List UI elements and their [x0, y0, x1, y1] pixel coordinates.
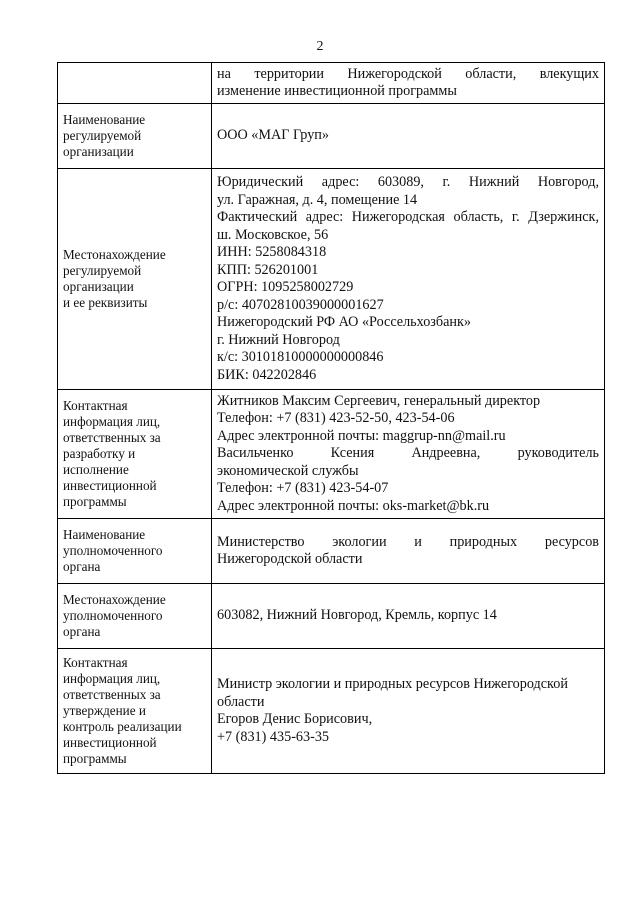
label-line: организации: [63, 279, 134, 294]
value-line: Нижегородской области: [217, 551, 363, 567]
table-row: [58, 519, 605, 584]
table-row: [58, 584, 605, 649]
label-line: информация лиц,: [63, 414, 161, 429]
value-line: Телефон: +7 (831) 423-54-07: [217, 480, 389, 497]
value-line: ул. Гаражная, д. 4, помещение 14: [217, 191, 418, 208]
row-label-cell: [58, 519, 212, 584]
row-value-cell: [212, 584, 605, 649]
row-value-cell: [212, 63, 605, 104]
value-line: экономической службы: [217, 462, 359, 479]
value-line: Адрес электронной почты: oks-market@bk.ru: [217, 497, 490, 514]
row-value-cell: [212, 390, 605, 519]
row-value-cell: [212, 104, 605, 169]
value-line: БИК: 042202846: [217, 366, 317, 383]
label-line: органа: [63, 559, 101, 574]
label-line: контроль реализации: [63, 719, 182, 734]
label-line: организации: [63, 144, 134, 159]
value-line: ИНН: 5258084318: [217, 244, 327, 260]
value-line: Телефон: +7 (831) 423-52-50, 423-54-06: [217, 410, 455, 427]
page-number: 2: [316, 39, 324, 54]
label-line: утверждение и: [63, 703, 146, 718]
label-line: Контактная: [63, 655, 128, 670]
table-row: [58, 169, 605, 390]
row-label-cell: [58, 390, 212, 519]
value-line: Министерство экологии и природных ресурсов: [217, 533, 599, 550]
label-line: уполномоченного: [63, 543, 163, 558]
row-label-cell: [58, 104, 212, 169]
value-line: Житников Максим Сергеевич, генеральный директор: [217, 392, 541, 409]
label-line: Наименование: [63, 112, 146, 127]
label-line: уполномоченного: [63, 608, 163, 623]
row-label-cell: [58, 649, 212, 774]
label-line: органа: [63, 624, 101, 639]
value-line: Васильченко Ксения Андреевна, руководитель: [217, 445, 599, 462]
row-label-cell: [58, 169, 212, 390]
row-value-cell: [212, 519, 605, 584]
value-line: Юридический адрес: 603089, г. Нижний Новгород,: [217, 174, 599, 190]
label-line: ответственных за: [63, 430, 161, 445]
value-line: к/с: 30101810000000000846: [217, 349, 384, 365]
row-value-cell: [212, 649, 605, 774]
value-line: КПП: 526201001: [217, 261, 319, 278]
label-line: инвестиционной: [63, 735, 157, 750]
value-line: ш. Московское, 56: [217, 226, 329, 243]
value-line: Нижегородский РФ АО «Россельхозбанк»: [217, 314, 472, 330]
value-line: Егоров Денис Борисович,: [217, 711, 373, 727]
value-line: ОГРН: 1095258002729: [217, 279, 354, 295]
label-line: и ее реквизиты: [63, 295, 148, 310]
row-label-cell: [58, 584, 212, 649]
table-row: [58, 649, 605, 774]
info-table: [57, 62, 605, 774]
label-line: программы: [63, 751, 127, 766]
label-line: инвестиционной: [63, 478, 157, 493]
label-line: исполнение: [63, 462, 129, 477]
label-line: Наименование: [63, 527, 146, 542]
label-line: информация лиц,: [63, 671, 161, 686]
label-line: регулируемой: [63, 263, 142, 278]
row-value-cell: [212, 169, 605, 390]
value-line: Министр экологии и природных ресурсов Нижегородской: [217, 676, 568, 692]
value-line: изменение инвестиционной программы: [217, 83, 457, 99]
label-line: программы: [63, 494, 127, 509]
label-line: регулируемой: [63, 128, 142, 143]
value-line: +7 (831) 435-63-35: [217, 728, 330, 745]
table-row: [58, 63, 605, 104]
value-line: области: [217, 693, 265, 710]
value-line: Адрес электронной почты: maggrup-nn@mail.ru: [217, 427, 506, 444]
label-line: Контактная: [63, 398, 128, 413]
value-line: 603082, Нижний Новгород, Кремль, корпус 14: [217, 607, 497, 624]
label-line: Местонахождение: [63, 247, 166, 262]
label-line: разработку и: [63, 446, 136, 461]
table-row: [58, 390, 605, 519]
value-line: на территории Нижегородской области, влекущих: [217, 65, 599, 82]
value-line: г. Нижний Новгород: [217, 331, 340, 348]
value-line: Фактический адрес: Нижегородская область, г. Дзержинск,: [217, 209, 599, 225]
value-line: р/с: 40702810039000001627: [217, 296, 384, 313]
label-line: ответственных за: [63, 687, 161, 702]
label-line: Местонахождение: [63, 592, 166, 607]
value-line: ООО «МАГ Груп»: [217, 127, 329, 144]
row-label-cell: [58, 63, 212, 104]
table-row: [58, 104, 605, 169]
